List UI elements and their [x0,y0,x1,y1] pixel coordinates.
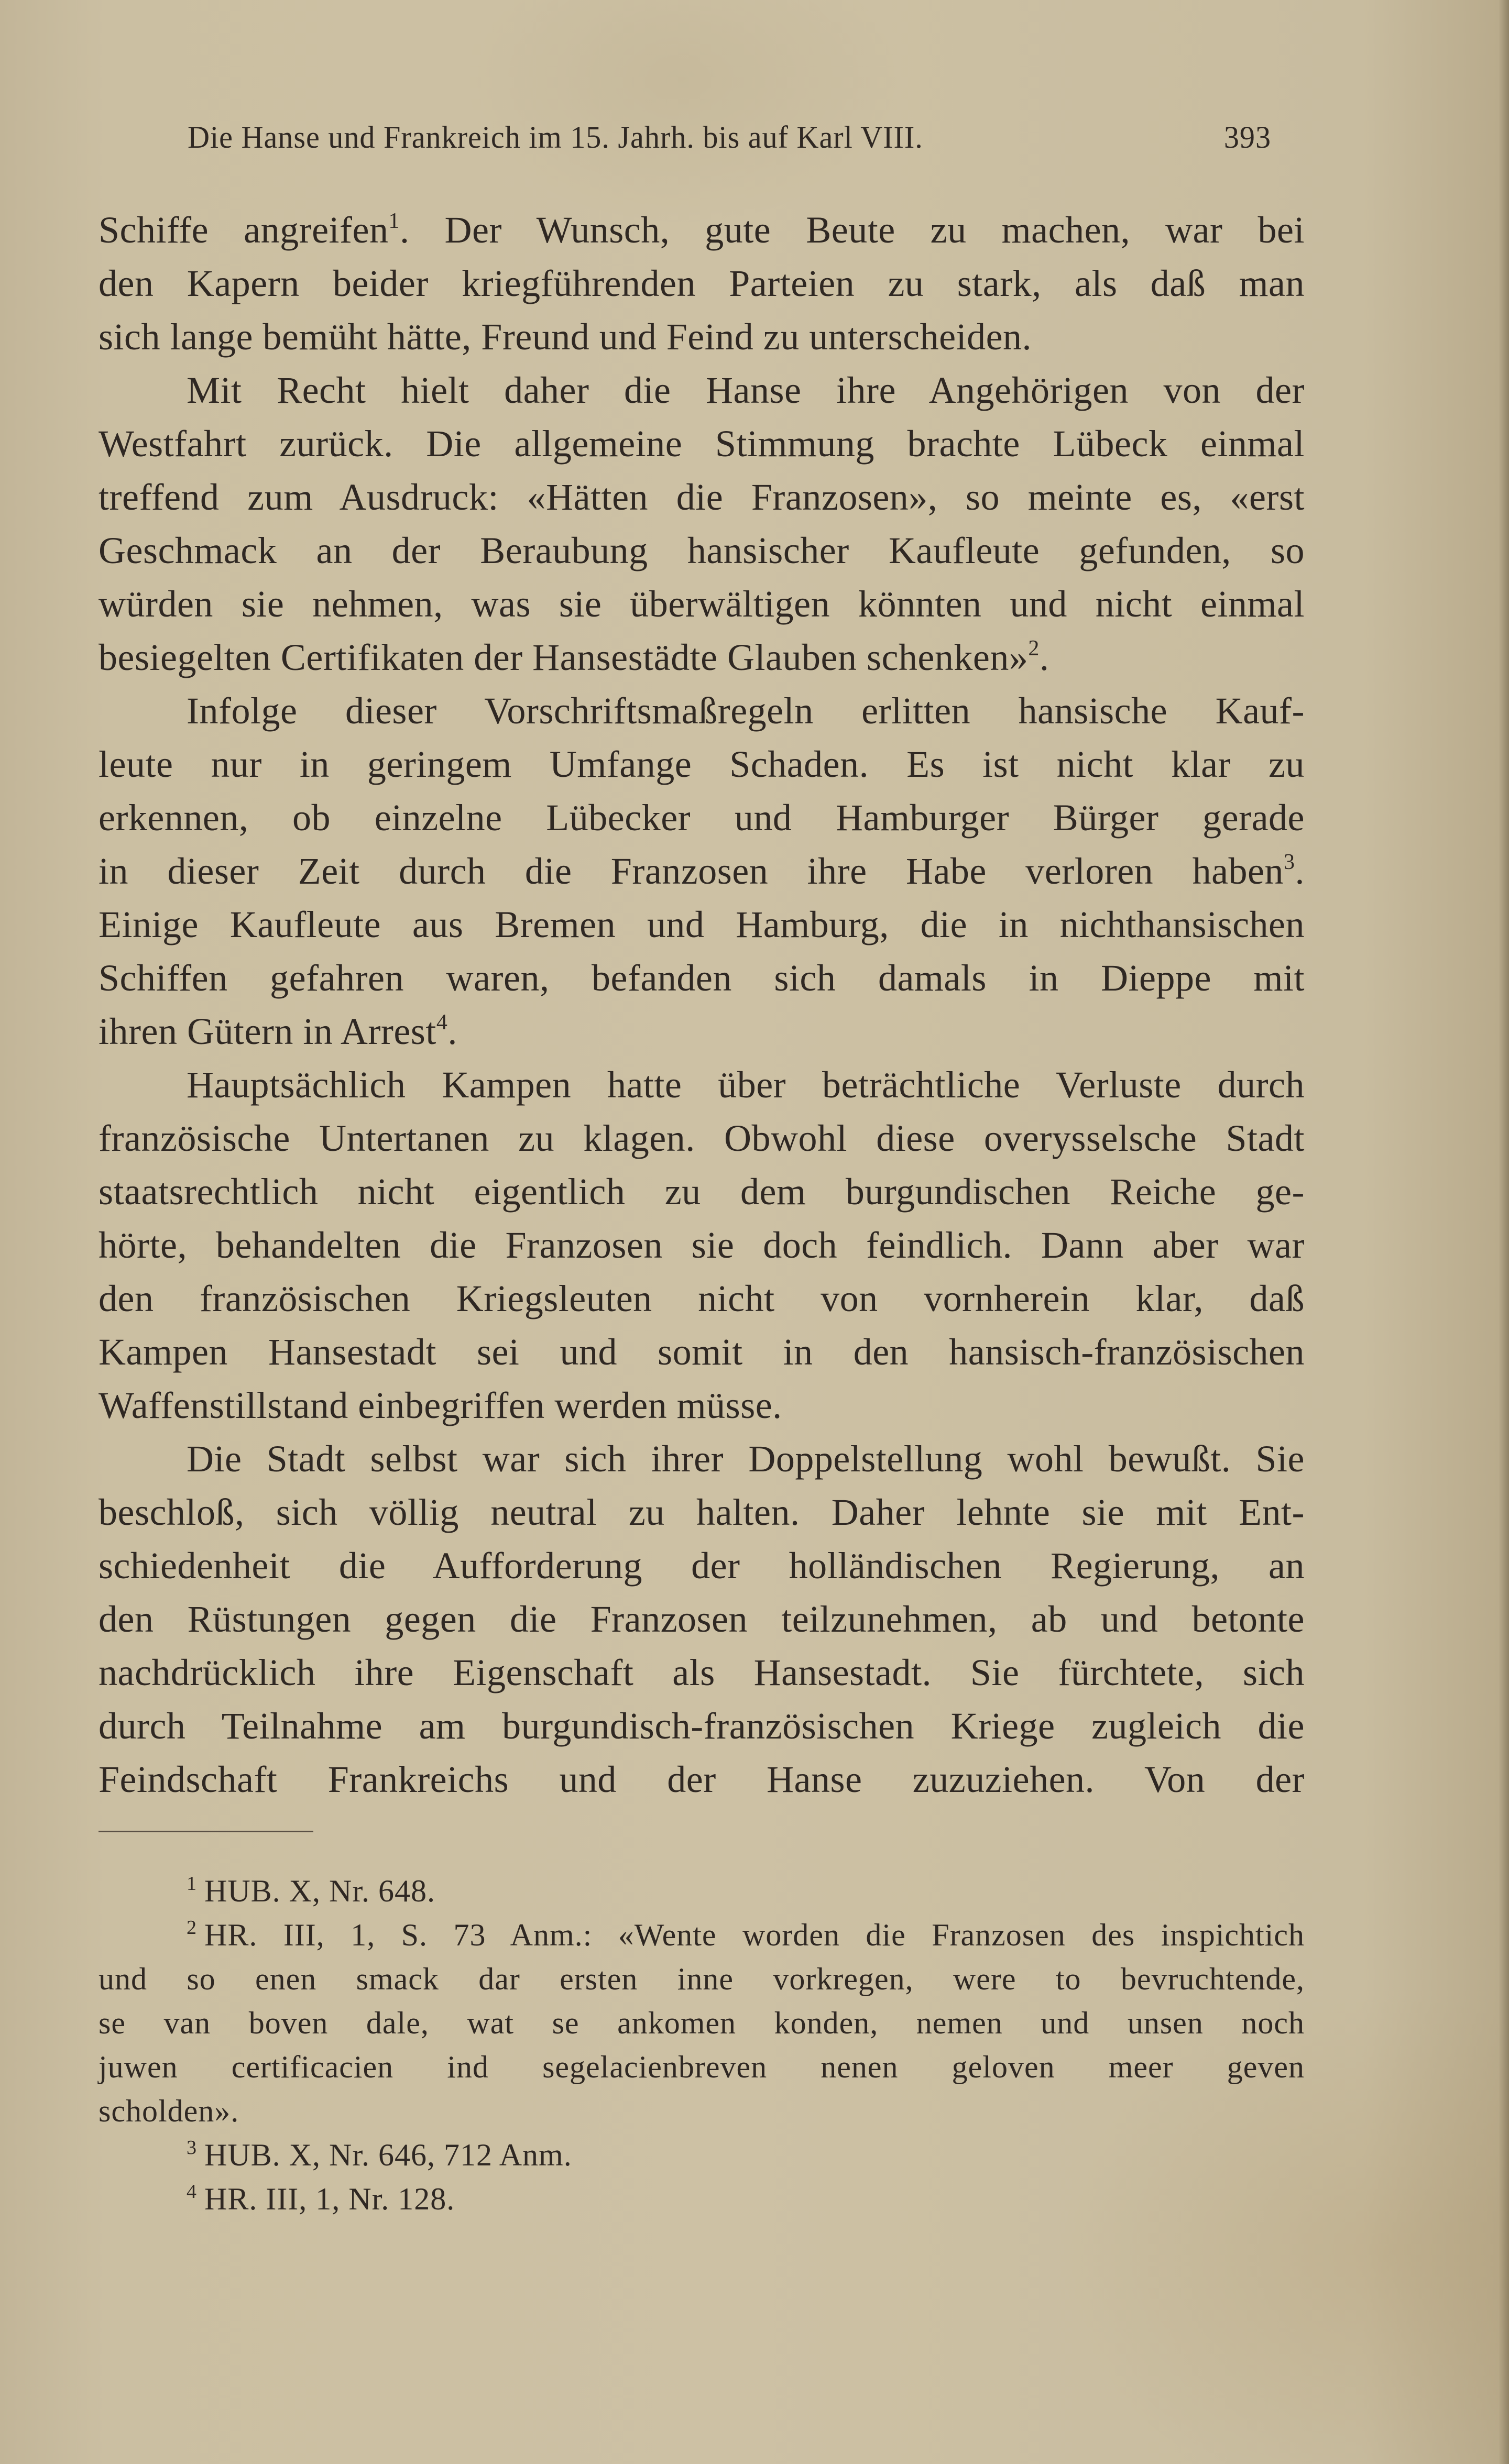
text-line: erkennen, ob einzelne Lübecker und Hamburger Bürger gerade [99,797,1305,839]
text-line: Feindschaft Frankreichs und der Hanse zuzuziehen. Von der [99,1758,1305,1800]
text-line: Geschmack an der Beraubung hansischer Kaufleute gefunden, so [99,530,1305,571]
footnote-number: 2 [187,1917,197,1939]
text-line: Kampen Hansestadt sei und somit in den hansisch-französischen [99,1331,1305,1373]
footnote-ref[interactable]: 4 [436,1010,448,1035]
footnote-2-continuation: se van boven dale, wat se ankomen konden, nemen und unsen noch [99,2006,1305,2040]
text-line: den Rüstungen gegen die Franzosen teilzunehmen, ab und betonte [99,1598,1305,1640]
text-line: würden sie nehmen, was sie überwältigen könnten und nicht einmal [99,583,1305,625]
footnote-2-continuation: scholden». [99,2094,239,2128]
line-text: . [447,1010,457,1052]
running-title: Die Hanse und Frankreich im 15. Jahrh. bis auf Karl VIII. [188,120,923,155]
footnote-number: 1 [187,1873,197,1895]
text-line [99,1005,1305,1058]
footnote-1 [99,1869,1305,1913]
text-line: sich lange bemüht hätte, Freund und Feind zu unterscheiden. [99,316,1032,358]
footnotes [99,1869,1305,2221]
body-text [99,203,1305,1806]
footnote-ref[interactable]: 1 [388,209,400,233]
text-line: staatsrechtlich nicht eigentlich zu dem burgundischen Reiche ge- [99,1171,1305,1213]
text-line: Westfahrt zurück. Die allgemeine Stimmung brachte Lübeck einmal [99,423,1305,465]
text-line: treffend zum Ausdruck: «Hätten die Franzosen», so meinte es, «erst [99,476,1305,518]
paragraph-start-line: Hauptsächlich Kampen hatte über beträchtliche Verluste durch [187,1064,1305,1106]
footnote-2-continuation: und so enen smack dar ersten inne vorkregen, were to bevruchtende, [99,1962,1305,1996]
footnote-number: 4 [187,2181,197,2203]
footnote-ref[interactable]: 3 [1284,850,1295,874]
paragraph-start-line: Die Stadt selbst war sich ihrer Doppelstellung wohl bewußt. Sie [187,1438,1305,1480]
paragraph-start-line: Infolge dieser Vorschriftsmaßregeln erlitten hansische Kauf- [187,690,1305,732]
paragraph-start-line: Mit Recht hielt daher die Hanse ihre Angehörigen von der [187,369,1305,411]
text-line: durch Teilnahme am burgundisch-französischen Kriege zugleich die [99,1705,1305,1747]
text-line: Schiffen gefahren waren, befanden sich damals in Dieppe mit [99,957,1305,999]
line-text: . [1039,636,1049,678]
footnote-number: 3 [187,2137,197,2159]
footnote-2 [99,1913,1305,1957]
text-line: schiedenheit die Aufforderung der holländischen Regierung, an [99,1545,1305,1587]
text-line: Waffenstillstand einbegriffen werden müsse. [99,1384,782,1426]
footnote-divider [99,1831,313,1832]
text-line: beschloß, sich völlig neutral zu halten. Daher lehnte sie mit Ent- [99,1491,1305,1533]
line-text: . [1295,850,1305,892]
footnote-3 [99,2133,1305,2177]
line-text: in dieser Zeit durch die Franzosen ihre Habe verloren haben [99,850,1284,892]
text-line: französische Untertanen zu klagen. Obwohl diese overysselsche Stadt [99,1117,1305,1159]
text-line [99,631,1305,684]
line-text: . Der Wunsch, gute Beute zu machen, war bei [399,209,1305,251]
line-text: Schiffe angreifen [99,209,389,251]
footnote-text: HUB. X, Nr. 648. [204,1874,436,1908]
footnote-2-continuation: juwen certificacien ind segelacienbreven nenen geloven meer geven [99,2050,1305,2084]
footnote-ref[interactable]: 2 [1028,636,1040,661]
line-text: besiegelten Certifikaten der Hansestädte Glauben schenken» [99,636,1029,678]
line-text: ihren Gütern in Arrest [99,1010,436,1052]
text-line: Einige Kaufleute aus Bremen und Hamburg, die in nichthansischen [99,904,1305,945]
text-line [99,203,1305,257]
footnote-text: HUB. X, Nr. 646, 712 Anm. [204,2138,572,2172]
text-line: hörte, behandelten die Franzosen sie doch feindlich. Dann aber war [99,1224,1305,1266]
text-line: leute nur in geringem Umfange Schaden. Es ist nicht klar zu [99,743,1305,785]
text-line: nachdrücklich ihre Eigenschaft als Hansestadt. Sie fürchtete, sich [99,1652,1305,1693]
text-line [99,844,1305,898]
footnote-4 [99,2177,1305,2221]
running-head [188,119,1271,156]
text-line: den Kapern beider kriegführenden Parteien zu stark, als daß man [99,262,1305,304]
page-number: 393 [1223,120,1272,155]
text-line: den französischen Kriegsleuten nicht von vornherein klar, daß [99,1278,1305,1319]
footnote-text: HR. III, 1, S. 73 Anm.: «Wente worden die Franzosen des inspichtich [204,1918,1305,1952]
footnote-text: HR. III, 1, Nr. 128. [204,2182,455,2216]
